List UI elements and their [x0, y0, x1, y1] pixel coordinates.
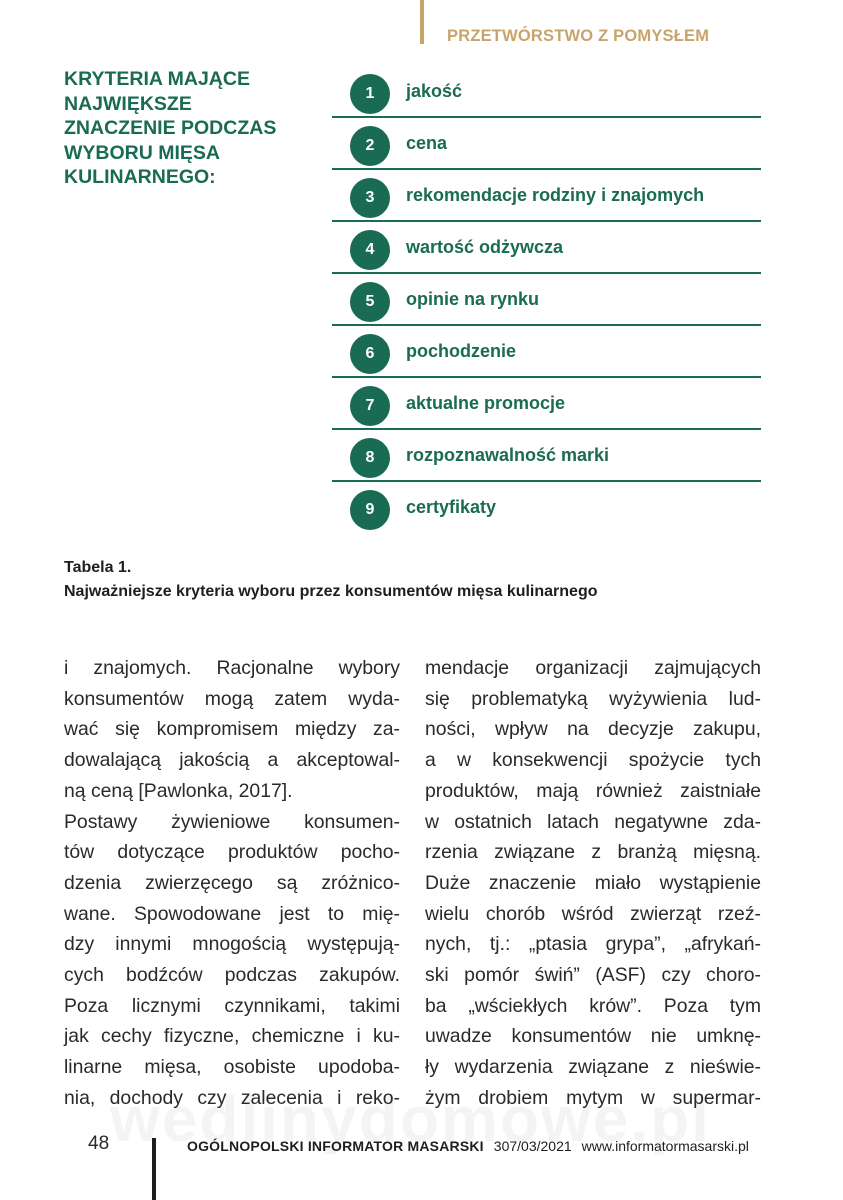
table-caption [64, 556, 598, 604]
criteria-row [332, 482, 761, 534]
text-line: dzenia zwierzęcego są zróżnico- [64, 871, 400, 894]
criteria-label: rekomendacje rodziny i znajomych [406, 185, 705, 205]
text-line: a w konsekwencji spożycie tych [425, 749, 761, 772]
text-line: konsumentów mogą zatem wyda- [64, 687, 400, 710]
heading-line: NAJWIĘKSZE [64, 92, 192, 115]
criteria-number-badge: 5 [350, 282, 390, 322]
paragraph [64, 807, 400, 1114]
text-line: i znajomych. Racjonalne wybory [64, 657, 400, 679]
criteria-row [332, 170, 761, 222]
criteria-row [332, 118, 761, 170]
body-column-left [64, 653, 400, 1114]
criteria-number-badge: 2 [350, 126, 390, 166]
text-line: dzy innymi mnogością występują- [64, 933, 400, 956]
caption-text: Najważniejsze kryteria wyboru przez konsumentów mięsa kulinarnego [64, 583, 598, 600]
text-line: rzenia związane z branżą mięsną. [425, 841, 761, 864]
text-line: dowalającą jakością a akceptowal- [64, 749, 400, 772]
criteria-number-badge: 6 [350, 334, 390, 374]
criteria-label: jakość [406, 81, 463, 101]
text-line: cych bodźców podczas zakupów. [64, 964, 400, 987]
criteria-row [332, 326, 761, 378]
criteria-number-badge: 7 [350, 386, 390, 426]
footer [187, 1138, 749, 1154]
criteria-row [332, 274, 761, 326]
text-line: się problematyką wyżywienia lud- [425, 687, 761, 710]
criteria-row [332, 222, 761, 274]
criteria-number-badge: 3 [350, 178, 390, 218]
criteria-row [332, 430, 761, 482]
text-line: ski pomór świń” (ASF) czy choro- [425, 964, 761, 987]
criteria-row [332, 66, 761, 118]
paragraph [425, 653, 761, 1114]
text-line: produktów, mają również zaistniałe [425, 779, 761, 802]
text-line: wielu chorób wśród zwierząt rzeź- [425, 902, 761, 925]
criteria-label: pochodzenie [406, 341, 517, 361]
heading-line: KULINARNEGO: [64, 166, 216, 188]
text-line: ły wydarzenia związane z nieświe- [425, 1056, 761, 1079]
text-line: mendacje organizacji zajmujących [425, 657, 761, 679]
text-line: wane. Spowodowane jest to mię- [64, 902, 400, 925]
criteria-label: aktualne promocje [406, 393, 566, 413]
issue-number: 307/03/2021 [493, 1138, 572, 1154]
text-line: Duże znaczenie miało wystąpienie [425, 871, 761, 894]
criteria-number-badge: 9 [350, 490, 390, 530]
footer-divider [152, 1138, 156, 1200]
text-line: ba „wściekłych krów”. Poza tym [425, 994, 761, 1017]
criteria-number-badge: 4 [350, 230, 390, 270]
text-line: wać się kompromisem między za- [64, 718, 400, 741]
criteria-label: rozpoznawalność marki [406, 445, 610, 465]
page-number: 48 [88, 1133, 110, 1154]
criteria-label: wartość odżywcza [406, 237, 564, 257]
text-line: Poza licznymi czynnikami, takimi [64, 994, 400, 1017]
text-line: Postawy żywieniowe konsumen- [64, 810, 400, 833]
heading-line: WYBORU MIĘSA [64, 141, 220, 164]
heading-line: KRYTERIA MAJĄCE [64, 68, 250, 90]
heading-line: ZNACZENIE PODCZAS [64, 117, 277, 139]
text-line: tów dotyczące produktów pocho- [64, 841, 400, 864]
paragraph [64, 653, 400, 807]
text-line: w ostatnich latach negatywne zda- [425, 810, 761, 833]
header-accent-rule [420, 0, 424, 44]
text-line: nych, tj.: „ptasia grypa”, „afrykań- [425, 933, 761, 956]
text-line: ną ceną [Pawlonka, 2017]. [64, 779, 293, 802]
text-line: jak cechy fizyczne, chemiczne i ku- [64, 1025, 400, 1048]
publication-name: OGÓLNOPOLSKI INFORMATOR MASARSKI [187, 1138, 484, 1154]
section-title: PRZETWÓRSTWO Z POMYSŁEM [447, 27, 710, 45]
text-line: ności, wpływ na decyzje zakupu, [425, 718, 761, 741]
text-line: uwadze konsumentów nie umknę- [425, 1025, 761, 1048]
criteria-list [332, 66, 761, 534]
criteria-row [332, 378, 761, 430]
criteria-heading [64, 67, 324, 190]
criteria-label: certyfikaty [406, 497, 497, 517]
criteria-number-badge: 1 [350, 74, 390, 114]
criteria-number-badge: 8 [350, 438, 390, 478]
body-column-right [425, 653, 761, 1114]
criteria-label: cena [406, 133, 448, 153]
text-line: nia, dochody czy zalecenia i reko- [64, 1086, 400, 1109]
text-line: linarne mięsa, osobiste upodoba- [64, 1056, 400, 1079]
text-line: żym drobiem mytym w supermar- [425, 1086, 761, 1109]
criteria-label: opinie na rynku [406, 289, 540, 309]
publication-url[interactable]: www.informatormasarski.pl [581, 1138, 749, 1154]
caption-label: Tabela 1. [64, 559, 132, 576]
